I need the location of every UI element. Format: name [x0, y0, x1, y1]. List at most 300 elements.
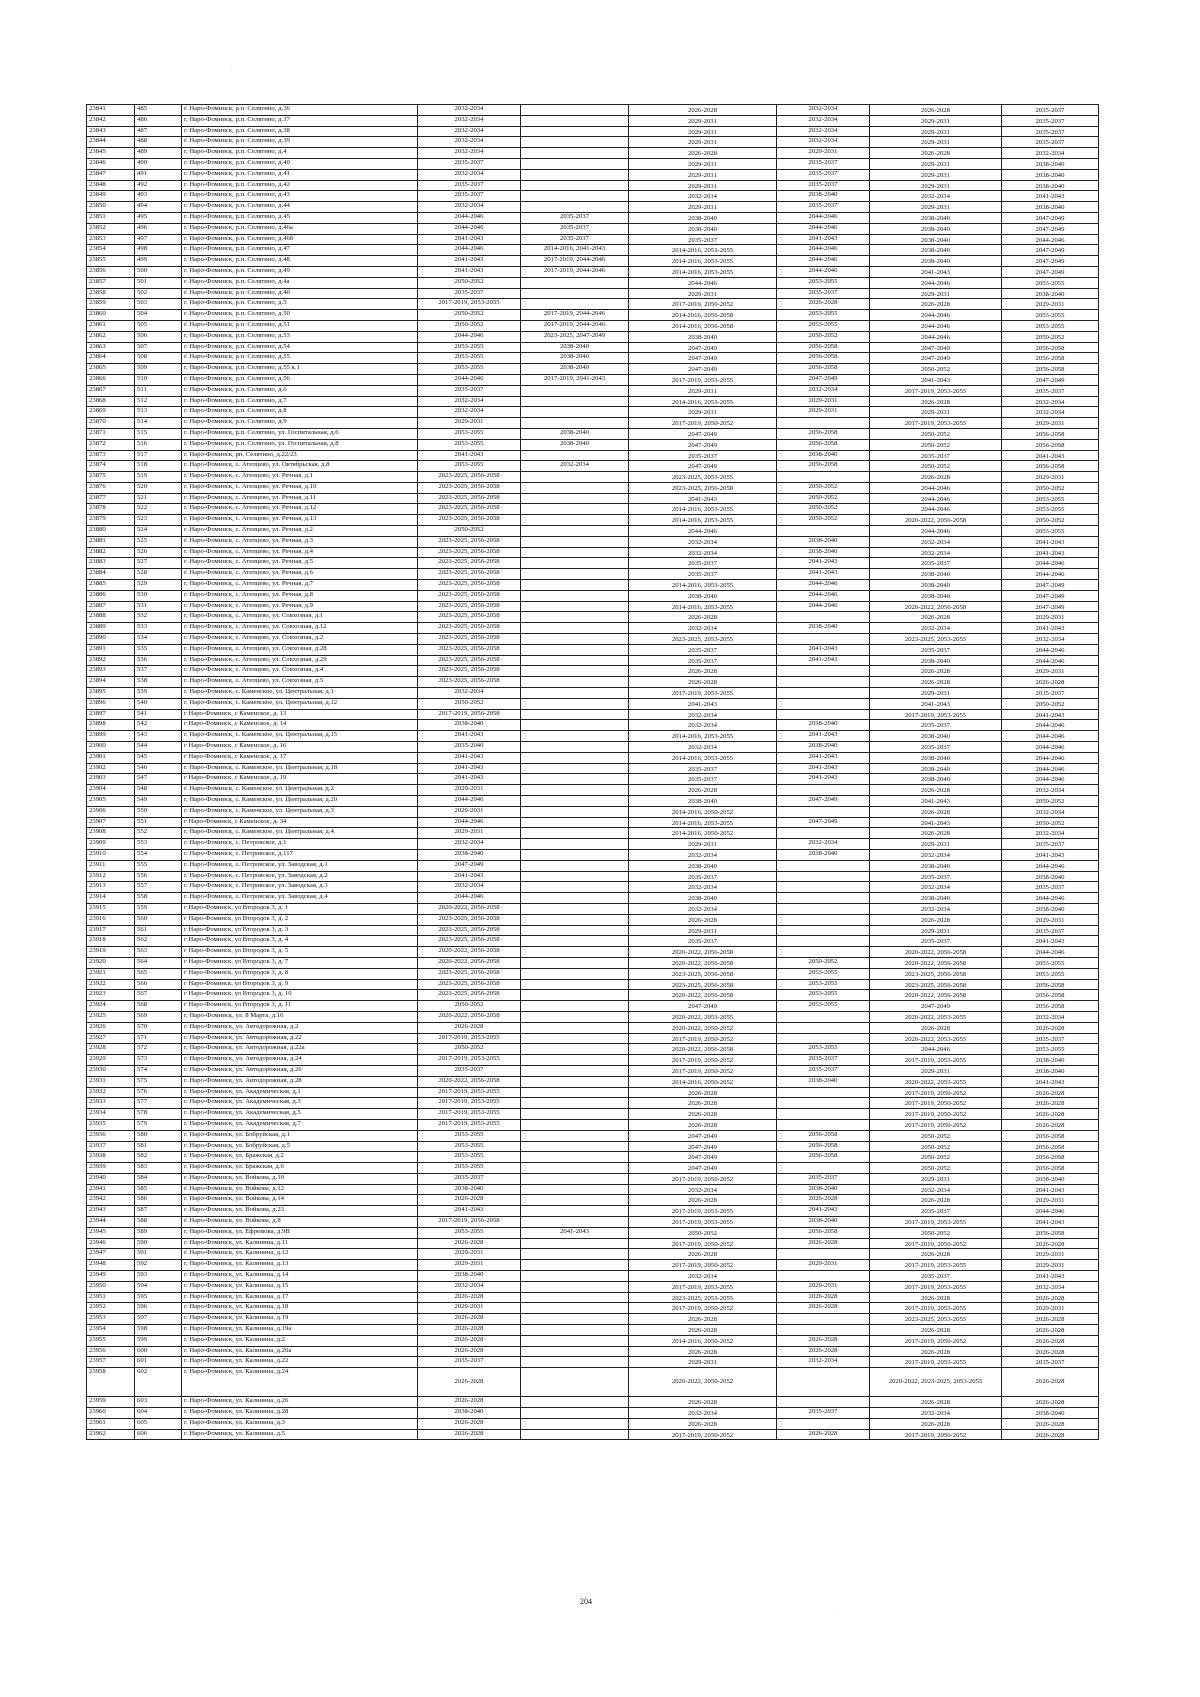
- period-3-cell: 2035-2037: [629, 450, 777, 461]
- table-row: [87, 796, 1099, 807]
- period-4-cell: 2050-2052: [777, 515, 870, 526]
- row-id-cell: 23878: [87, 504, 135, 515]
- row-number-cell: 498: [135, 245, 182, 256]
- period-4-cell: 2029-2031: [777, 148, 870, 159]
- row-id-cell: 23907: [87, 817, 135, 828]
- row-number-cell: 558: [135, 893, 182, 904]
- period-4-cell: 2044-2046: [777, 245, 870, 256]
- period-3-cell: 2026-2028: [629, 1314, 777, 1325]
- period-1-cell: 2041-2043: [418, 731, 521, 742]
- period-6-cell: 2026-2028: [1002, 1335, 1099, 1346]
- period-1-cell: 2053-2055: [418, 1130, 521, 1141]
- row-number-cell: 494: [135, 202, 182, 213]
- row-number-cell: 522: [135, 504, 182, 515]
- period-5-cell: 2029-2031: [870, 1173, 1002, 1184]
- row-number-cell: 604: [135, 1408, 182, 1419]
- address-cell: г. Наро-Фоминск, с. Каменское, ул. Центральная, д.12: [182, 698, 418, 709]
- period-6-cell: 2026-2028: [1002, 677, 1099, 688]
- period-4-cell: 2053-2055: [777, 968, 870, 979]
- period-3-cell: 2032-2034: [629, 1408, 777, 1419]
- period-5-cell: 2026-2028: [870, 1325, 1002, 1336]
- table-row: [87, 526, 1099, 537]
- period-1-cell: 2017-2019, 2053-2055: [418, 1098, 521, 1109]
- period-6-cell: 2029-2031: [1002, 472, 1099, 483]
- period-3-cell: 2026-2028: [629, 1087, 777, 1098]
- row-id-cell: 23867: [87, 385, 135, 396]
- table-row: [87, 547, 1099, 558]
- period-4-cell: 2029-2031: [777, 1260, 870, 1271]
- period-5-cell: 2032-2034: [870, 903, 1002, 914]
- period-1-cell: 2032-2034: [418, 137, 521, 148]
- table-row: [87, 148, 1099, 159]
- period-1-cell: 2023-2025, 2056-2058: [418, 558, 521, 569]
- period-6-cell: 2032-2034: [1002, 634, 1099, 645]
- table-row: [87, 1217, 1099, 1228]
- row-id-cell: 23852: [87, 223, 135, 234]
- row-number-cell: 575: [135, 1076, 182, 1087]
- row-number-cell: 589: [135, 1227, 182, 1238]
- period-4-cell: [777, 634, 870, 645]
- period-4-cell: 2035-2037: [777, 1065, 870, 1076]
- row-id-cell: 23879: [87, 515, 135, 526]
- period-4-cell: [777, 666, 870, 677]
- row-number-cell: 534: [135, 634, 182, 645]
- row-number-cell: 542: [135, 720, 182, 731]
- row-id-cell: 23954: [87, 1325, 135, 1336]
- period-6-cell: 2029-2031: [1002, 612, 1099, 623]
- schedule-table: [86, 104, 1099, 1440]
- row-number-cell: 600: [135, 1346, 182, 1357]
- period-4-cell: 2026-2028: [777, 1335, 870, 1346]
- period-3-cell: 2023-2025, 2056-2058: [629, 482, 777, 493]
- row-id-cell: 23959: [87, 1397, 135, 1408]
- period-1-cell: 2023-2025, 2056-2058: [418, 677, 521, 688]
- row-number-cell: 538: [135, 677, 182, 688]
- address-cell: г Наро-Фоминск, с Каменское, д. 34: [182, 817, 418, 828]
- table-row: [87, 482, 1099, 493]
- period-1-cell: 2029-2031: [418, 828, 521, 839]
- row-id-cell: 23958: [87, 1368, 135, 1397]
- period-2-cell: [521, 580, 629, 591]
- row-id-cell: 23885: [87, 580, 135, 591]
- row-id-cell: 23850: [87, 202, 135, 213]
- period-4-cell: 2035-2037: [777, 1055, 870, 1066]
- period-4-cell: [777, 688, 870, 699]
- row-number-cell: 491: [135, 169, 182, 180]
- table-row: [87, 731, 1099, 742]
- row-number-cell: 486: [135, 115, 182, 126]
- period-2-cell: [521, 504, 629, 515]
- period-6-cell: 2044-2046: [1002, 720, 1099, 731]
- period-6-cell: 2053-2055: [1002, 493, 1099, 504]
- row-number-cell: 552: [135, 828, 182, 839]
- period-2-cell: [521, 137, 629, 148]
- period-1-cell: 2026-2028: [418, 1195, 521, 1206]
- period-5-cell: 2050-2052: [870, 1163, 1002, 1174]
- address-cell: г. Наро-Фоминск, с. Каменское, ул. Центральная, д.2: [182, 785, 418, 796]
- period-5-cell: 2035-2037: [870, 720, 1002, 731]
- period-4-cell: [777, 914, 870, 925]
- period-5-cell: 2032-2034: [870, 623, 1002, 634]
- period-5-cell: 2041-2043: [870, 266, 1002, 277]
- period-4-cell: 2026-2028: [777, 1429, 870, 1440]
- period-6-cell: 2053-2055: [1002, 310, 1099, 321]
- period-2-cell: [521, 180, 629, 191]
- period-3-cell: 2032-2034: [629, 1184, 777, 1195]
- row-number-cell: 533: [135, 623, 182, 634]
- table-row: [87, 320, 1099, 331]
- row-id-cell: 23932: [87, 1087, 135, 1098]
- period-6-cell: 2029-2031: [1002, 1195, 1099, 1206]
- period-6-cell: 2050-2052: [1002, 796, 1099, 807]
- address-cell: г. Наро-Фоминск, с. Атепцево, ул. Совхозная, д.4: [182, 666, 418, 677]
- period-3-cell: 2032-2034: [629, 191, 777, 202]
- table-row: [87, 1429, 1099, 1440]
- table-row: [87, 1303, 1099, 1314]
- period-6-cell: 2032-2034: [1002, 407, 1099, 418]
- period-4-cell: [777, 1325, 870, 1336]
- row-id-cell: 23941: [87, 1184, 135, 1195]
- period-3-cell: 2035-2037: [629, 763, 777, 774]
- period-3-cell: 2023-2025, 2053-2055: [629, 1292, 777, 1303]
- period-4-cell: 2041-2043: [777, 655, 870, 666]
- period-2-cell: 2017-2019, 2044-2046: [521, 320, 629, 331]
- period-5-cell: 2020-2022, 2056-2058: [870, 957, 1002, 968]
- period-1-cell: 2017-2019, 2053-2055: [418, 1109, 521, 1120]
- table-row: [87, 1022, 1099, 1033]
- row-number-cell: 574: [135, 1065, 182, 1076]
- row-number-cell: 596: [135, 1303, 182, 1314]
- period-6-cell: 2041-2043: [1002, 936, 1099, 947]
- period-6-cell: 2044-2046: [1002, 731, 1099, 742]
- period-2-cell: [521, 126, 629, 137]
- row-number-cell: 548: [135, 785, 182, 796]
- address-cell: г. Наро-Фоминск, ул. Калинина, д.22: [182, 1357, 418, 1368]
- row-number-cell: 590: [135, 1238, 182, 1249]
- row-id-cell: 23886: [87, 590, 135, 601]
- period-5-cell: 2026-2028: [870, 828, 1002, 839]
- row-number-cell: 572: [135, 1044, 182, 1055]
- period-4-cell: 2056-2058: [777, 342, 870, 353]
- table-row: [87, 1292, 1099, 1303]
- table-row: [87, 180, 1099, 191]
- table-row: [87, 1227, 1099, 1238]
- period-1-cell: 2023-2025, 2056-2058: [418, 925, 521, 936]
- period-5-cell: 2029-2031: [870, 126, 1002, 137]
- period-4-cell: [777, 612, 870, 623]
- address-cell: г. Наро-Фоминск, с. Атепцево, ул. Совхозная, д.2: [182, 634, 418, 645]
- period-3-cell: 2047-2049: [629, 1141, 777, 1152]
- row-id-cell: 23861: [87, 320, 135, 331]
- period-2-cell: [521, 526, 629, 537]
- period-2-cell: [521, 817, 629, 828]
- period-6-cell: 2026-2028: [1002, 1418, 1099, 1429]
- row-number-cell: 559: [135, 903, 182, 914]
- table-row: [87, 299, 1099, 310]
- period-4-cell: 2038-2040: [777, 1076, 870, 1087]
- period-4-cell: 2032-2034: [777, 126, 870, 137]
- period-6-cell: 2029-2031: [1002, 1249, 1099, 1260]
- period-2-cell: [521, 1429, 629, 1440]
- period-1-cell: 2023-2025, 2056-2058: [418, 590, 521, 601]
- period-6-cell: 2035-2037: [1002, 137, 1099, 148]
- row-number-cell: 517: [135, 450, 182, 461]
- period-6-cell: 2041-2043: [1002, 1184, 1099, 1195]
- address-cell: г. Наро-Фоминск, ул. Калинина, д.13: [182, 1260, 418, 1271]
- period-5-cell: 2038-2040: [870, 234, 1002, 245]
- row-number-cell: 564: [135, 957, 182, 968]
- period-5-cell: 2038-2040: [870, 860, 1002, 871]
- period-6-cell: 2029-2031: [1002, 299, 1099, 310]
- period-2-cell: [521, 763, 629, 774]
- address-cell: г. Наро-Фоминск, с. Атепцево, ул. Совхозная, д.5: [182, 677, 418, 688]
- table-row: [87, 752, 1099, 763]
- row-number-cell: 513: [135, 407, 182, 418]
- address-cell: г Наро-Фоминск, с Каменское, д. 19: [182, 774, 418, 785]
- period-2-cell: [521, 612, 629, 623]
- period-5-cell: 2026-2028: [870, 666, 1002, 677]
- row-id-cell: 23905: [87, 796, 135, 807]
- period-6-cell: 2047-2049: [1002, 580, 1099, 591]
- period-4-cell: [777, 698, 870, 709]
- period-1-cell: 2053-2055: [418, 1141, 521, 1152]
- row-id-cell: 23942: [87, 1195, 135, 1206]
- period-5-cell: 2038-2040: [870, 580, 1002, 591]
- period-3-cell: 2020-2022, 2056-2058: [629, 1044, 777, 1055]
- period-1-cell: 2035-2040: [418, 742, 521, 753]
- address-cell: г. Наро-Фоминск, с. Атепцево, ул. Речная, д.5: [182, 558, 418, 569]
- period-6-cell: 2047-2049: [1002, 601, 1099, 612]
- address-cell: г. Наро-Фоминск, с. Петровское, ул. Заводская, д.2: [182, 871, 418, 882]
- period-3-cell: 2035-2037: [629, 871, 777, 882]
- row-id-cell: 23897: [87, 709, 135, 720]
- period-1-cell: 2041-2043: [418, 752, 521, 763]
- row-number-cell: 579: [135, 1119, 182, 1130]
- period-6-cell: 2035-2037: [1002, 1357, 1099, 1368]
- table-row: [87, 407, 1099, 418]
- table-row: [87, 849, 1099, 860]
- period-2-cell: [521, 1325, 629, 1336]
- period-5-cell: 2041-2043: [870, 698, 1002, 709]
- row-number-cell: 601: [135, 1357, 182, 1368]
- period-4-cell: [777, 806, 870, 817]
- period-3-cell: 2047-2049: [629, 1163, 777, 1174]
- period-2-cell: 2038-2040: [521, 342, 629, 353]
- period-5-cell: 2050-2052: [870, 428, 1002, 439]
- table-row: [87, 785, 1099, 796]
- row-number-cell: 580: [135, 1130, 182, 1141]
- row-id-cell: 23926: [87, 1022, 135, 1033]
- period-5-cell: 2038-2040: [870, 590, 1002, 601]
- row-number-cell: 526: [135, 547, 182, 558]
- table-row: [87, 1260, 1099, 1271]
- address-cell: г. Наро-Фоминск, с. Атепцево, ул. Речная, д.6: [182, 569, 418, 580]
- period-1-cell: 2023-2025, 2056-2058: [418, 482, 521, 493]
- address-cell: г. Наро-Фоминск, р.п. Селятино, д.4б: [182, 288, 418, 299]
- period-5-cell: 2050-2052: [870, 1130, 1002, 1141]
- period-1-cell: 2035-2037: [418, 191, 521, 202]
- period-5-cell: 2035-2037: [870, 871, 1002, 882]
- row-number-cell: 537: [135, 666, 182, 677]
- period-3-cell: 2035-2037: [629, 774, 777, 785]
- period-5-cell: 2038-2040: [870, 569, 1002, 580]
- period-1-cell: 2050-2052: [418, 698, 521, 709]
- period-2-cell: [521, 1055, 629, 1066]
- period-3-cell: 2014-2016, 2050-2052: [629, 1076, 777, 1087]
- row-id-cell: 23915: [87, 903, 135, 914]
- period-3-cell: 2029-2031: [629, 180, 777, 191]
- row-id-cell: 23933: [87, 1098, 135, 1109]
- address-cell: г. Наро-Фоминск, ул. Калинина, д.18: [182, 1303, 418, 1314]
- period-5-cell: 2035-2037: [870, 558, 1002, 569]
- period-2-cell: [521, 979, 629, 990]
- period-5-cell: 2035-2037: [870, 644, 1002, 655]
- period-5-cell: 2041-2043: [870, 796, 1002, 807]
- period-4-cell: 2035-2037: [777, 169, 870, 180]
- period-5-cell: 2020-2022, 2023-2025, 2053-2055: [870, 1368, 1002, 1397]
- table-row: [87, 223, 1099, 234]
- row-id-cell: 23856: [87, 266, 135, 277]
- period-5-cell: 2035-2037: [870, 1271, 1002, 1282]
- address-cell: г. Наро-Фоминск, с. Каменское, ул. Центральная, д.15: [182, 731, 418, 742]
- period-1-cell: 2053-2055: [418, 428, 521, 439]
- period-1-cell: 2044-2046: [418, 331, 521, 342]
- period-3-cell: 2014-2016, 2056-2058: [629, 320, 777, 331]
- address-cell: г. Наро-Фоминск, с. Каменское, ул. Центральная, д.3: [182, 806, 418, 817]
- table-row: [87, 774, 1099, 785]
- period-3-cell: 2047-2049: [629, 1001, 777, 1012]
- row-number-cell: 490: [135, 158, 182, 169]
- row-number-cell: 582: [135, 1152, 182, 1163]
- period-5-cell: 2029-2031: [870, 407, 1002, 418]
- table-row: [87, 580, 1099, 591]
- period-1-cell: 2026-2028: [418, 1368, 521, 1397]
- address-cell: г Наро-Фоминск, с Каменское, д. 14: [182, 720, 418, 731]
- period-6-cell: 2053-2055: [1002, 1044, 1099, 1055]
- address-cell: г. Наро-Фоминск, р.п. Селятино, д.4: [182, 148, 418, 159]
- period-2-cell: [521, 925, 629, 936]
- address-cell: г. Наро-Фоминск, ул. Академическая, д.3: [182, 1098, 418, 1109]
- period-5-cell: 2026-2028: [870, 472, 1002, 483]
- row-id-cell: 23957: [87, 1357, 135, 1368]
- period-2-cell: [521, 698, 629, 709]
- address-cell: г. Наро-Фоминск, с. Атепцево, ул. Совхозная, д.1: [182, 612, 418, 623]
- address-cell: г. Наро-Фоминск, ул. Калинина, д.14: [182, 1271, 418, 1282]
- address-cell: г. Наро-Фоминск, р.п. Селятино, д.49: [182, 266, 418, 277]
- period-3-cell: 2035-2037: [629, 644, 777, 655]
- period-1-cell: 2029-2031: [418, 418, 521, 429]
- row-id-cell: 23853: [87, 234, 135, 245]
- period-5-cell: 2026-2028: [870, 148, 1002, 159]
- period-2-cell: [521, 871, 629, 882]
- period-3-cell: 2014-2016, 2050-2052: [629, 828, 777, 839]
- period-6-cell: 2050-2052: [1002, 698, 1099, 709]
- period-5-cell: 2026-2028: [870, 914, 1002, 925]
- period-3-cell: 2029-2031: [629, 158, 777, 169]
- address-cell: г. Наро-Фоминск, р.п. Селятино, д.55 к.1: [182, 364, 418, 375]
- period-1-cell: 2023-2025, 2056-2058: [418, 504, 521, 515]
- period-3-cell: 2038-2040: [629, 223, 777, 234]
- row-id-cell: 23916: [87, 914, 135, 925]
- period-4-cell: 2038-2040: [777, 849, 870, 860]
- table-row: [87, 1065, 1099, 1076]
- period-3-cell: 2047-2049: [629, 353, 777, 364]
- period-4-cell: [777, 1397, 870, 1408]
- period-3-cell: 2044-2046: [629, 526, 777, 537]
- period-6-cell: 2041-2043: [1002, 1217, 1099, 1228]
- row-number-cell: 502: [135, 288, 182, 299]
- period-5-cell: 2032-2034: [870, 1184, 1002, 1195]
- table-row: [87, 990, 1099, 1001]
- period-1-cell: 2026-2028: [418, 1325, 521, 1336]
- period-2-cell: [521, 677, 629, 688]
- period-2-cell: [521, 1217, 629, 1228]
- table-row: [87, 666, 1099, 677]
- address-cell: г. Наро-Фоминск, ул. Автодорожная, д.2: [182, 1022, 418, 1033]
- period-1-cell: 2044-2046: [418, 212, 521, 223]
- table-row: [87, 558, 1099, 569]
- period-3-cell: 2038-2040: [629, 860, 777, 871]
- row-number-cell: 504: [135, 310, 182, 321]
- table-row: [87, 1173, 1099, 1184]
- period-2-cell: [521, 407, 629, 418]
- table-row: [87, 1325, 1099, 1336]
- period-2-cell: [521, 1206, 629, 1217]
- period-6-cell: 2026-2028: [1002, 1397, 1099, 1408]
- period-1-cell: 2032-2034: [418, 882, 521, 893]
- period-2-cell: [521, 828, 629, 839]
- period-1-cell: 2053-2055: [418, 353, 521, 364]
- period-2-cell: [521, 288, 629, 299]
- period-4-cell: 2047-2049: [777, 796, 870, 807]
- period-6-cell: 2035-2037: [1002, 882, 1099, 893]
- row-id-cell: 23904: [87, 785, 135, 796]
- period-1-cell: 2041-2043: [418, 871, 521, 882]
- period-3-cell: 2014-2016, 2053-2055: [629, 817, 777, 828]
- period-5-cell: 2032-2034: [870, 536, 1002, 547]
- row-id-cell: 23868: [87, 396, 135, 407]
- address-cell: г. Наро-Фоминск, с. Атепцево, ул. Речная, д.3: [182, 536, 418, 547]
- period-5-cell: 2017-2019, 2053-2055: [870, 709, 1002, 720]
- period-3-cell: 2038-2040: [629, 331, 777, 342]
- period-1-cell: 2053-2055: [418, 1152, 521, 1163]
- row-number-cell: 546: [135, 763, 182, 774]
- period-2-cell: [521, 1044, 629, 1055]
- period-2-cell: [521, 1418, 629, 1429]
- table-row: [87, 623, 1099, 634]
- address-cell: г. Наро-Фоминск, с. Атепцево, ул. Октябрьская, д.8: [182, 461, 418, 472]
- period-6-cell: 2038-2040: [1002, 169, 1099, 180]
- period-6-cell: 2038-2040: [1002, 1065, 1099, 1076]
- period-4-cell: [777, 903, 870, 914]
- row-number-cell: 487: [135, 126, 182, 137]
- period-5-cell: 2050-2052: [870, 1227, 1002, 1238]
- period-4-cell: [777, 418, 870, 429]
- period-4-cell: [777, 1022, 870, 1033]
- period-1-cell: 2023-2025, 2056-2058: [418, 666, 521, 677]
- row-id-cell: 23884: [87, 569, 135, 580]
- period-1-cell: 2023-2025, 2056-2058: [418, 623, 521, 634]
- row-id-cell: 23888: [87, 612, 135, 623]
- period-2-cell: [521, 957, 629, 968]
- period-4-cell: 2053-2055: [777, 1001, 870, 1012]
- period-1-cell: 2017-2019, 2053-2055: [418, 1055, 521, 1066]
- row-id-cell: 23920: [87, 957, 135, 968]
- period-3-cell: 2047-2049: [629, 439, 777, 450]
- period-5-cell: 2038-2040: [870, 245, 1002, 256]
- row-id-cell: 23908: [87, 828, 135, 839]
- period-6-cell: 2038-2040: [1002, 158, 1099, 169]
